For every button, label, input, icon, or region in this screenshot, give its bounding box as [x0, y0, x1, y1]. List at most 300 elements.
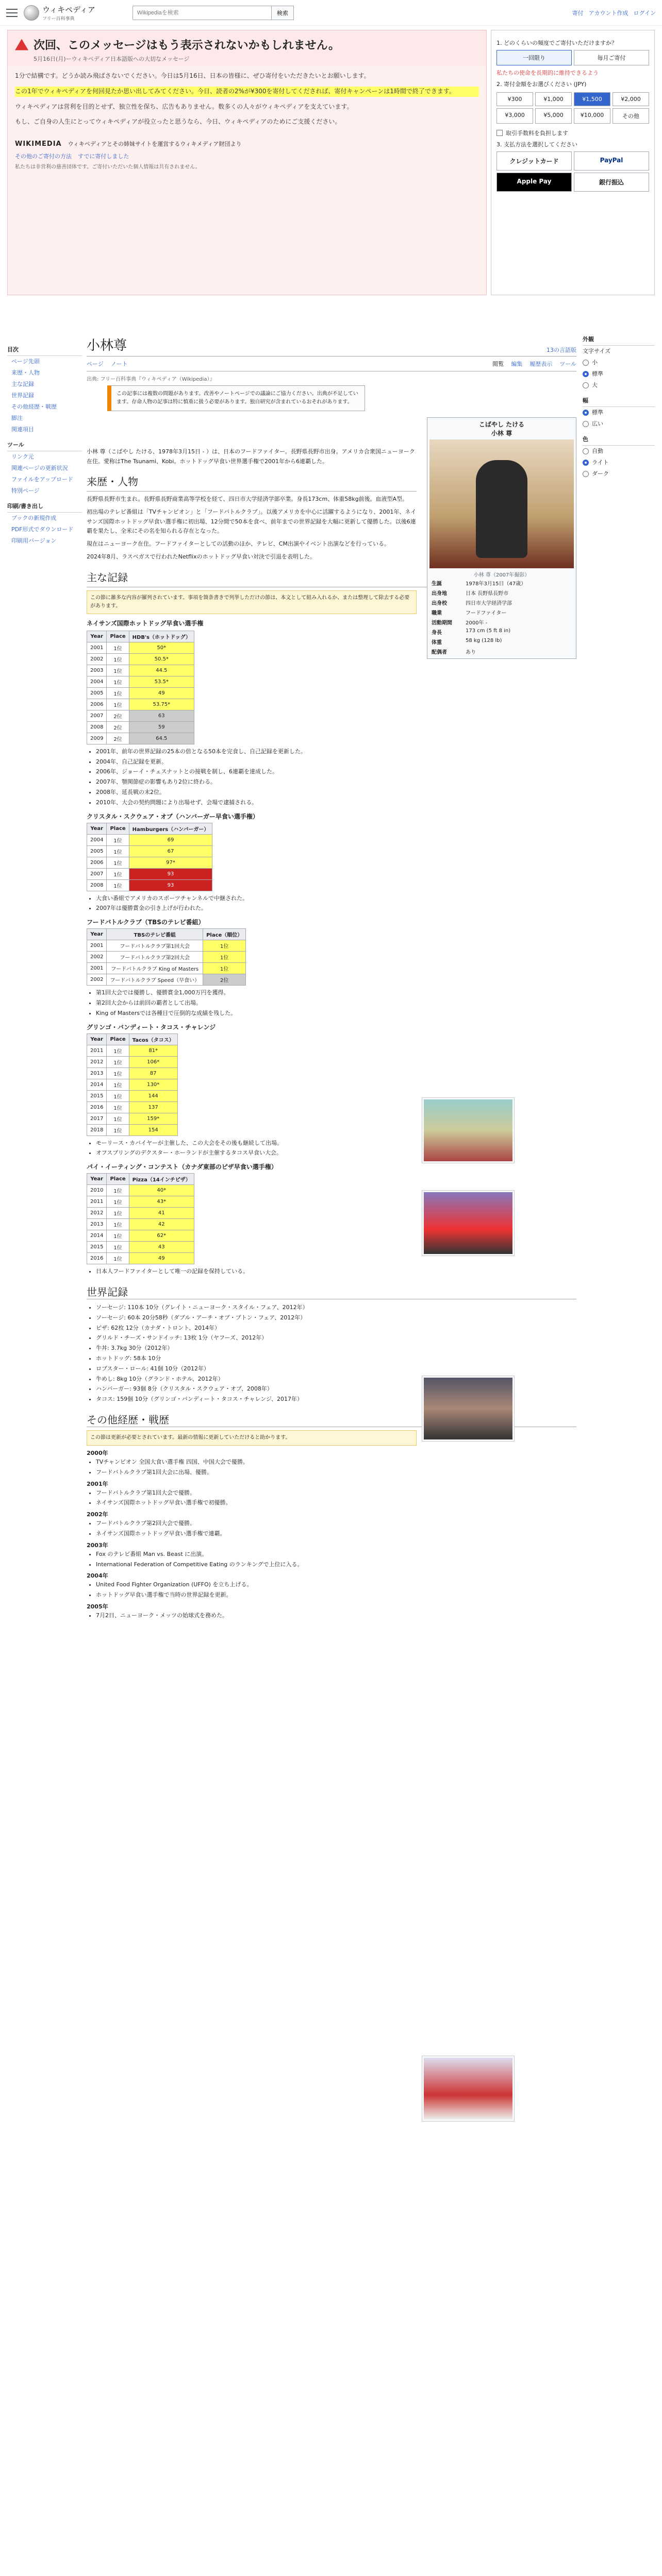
list-item: • モーリース・カバイヤーが主催した、この大会をその後も継続して出場。: [96, 1138, 576, 1148]
table-cell: 1位: [107, 879, 129, 891]
hamburger-table: [87, 823, 212, 891]
list-item: • フードバトルクラブ第1回大会に出場、優勝。: [96, 1467, 576, 1478]
section-other-heading: その他経歴・戦歴: [87, 1412, 576, 1427]
year-heading: 2003年: [87, 1541, 108, 1549]
monthly-ask: 私たちの使命を長期的に維持できるよう: [496, 70, 599, 76]
table-cell: 2位: [107, 721, 129, 733]
table-cell: 64.5: [129, 733, 194, 744]
infobox-label: 出身地: [432, 591, 447, 597]
infobox-value: 58 kg (128 lb): [466, 638, 502, 643]
table-row: [87, 845, 212, 857]
tab-history[interactable]: 履歴表示: [529, 361, 553, 367]
radio-auto[interactable]: [583, 448, 589, 454]
table-row: [87, 868, 212, 879]
table-cell: フードバトルクラブ Speed（早食い）: [107, 974, 203, 986]
col-header: TBSのテレビ番組: [107, 929, 203, 940]
table-cell: 2位: [203, 974, 246, 986]
col-header: Year: [87, 1033, 107, 1045]
width-heading: 幅: [583, 395, 655, 407]
color-heading: 色: [583, 434, 655, 446]
table-row: [87, 963, 246, 974]
list-item: • King of Mastersでは各種目で圧倒的な成績を残した。: [96, 1008, 576, 1019]
table-row: [87, 710, 194, 721]
table-cell: 44.5: [129, 665, 194, 676]
amount-option[interactable]: ¥1,500: [574, 92, 610, 106]
table-row: [87, 676, 194, 687]
table-cell: 2013: [87, 1067, 107, 1079]
year-events: [87, 1549, 576, 1570]
infobox-label: 生誕: [432, 581, 442, 587]
col-header: Year: [87, 1174, 107, 1185]
list-item: • Fox のテレビ番組 Man vs. Beast に出演。: [96, 1549, 576, 1560]
table-cell: フードバトルクラブ King of Masters: [107, 963, 203, 974]
list-item: • ソーセージ: 60本 20分58秒（ダブル・アーチ・オブ・プトン・フェア、2012年）: [96, 1313, 576, 1323]
table-cell: 2010: [87, 1185, 107, 1196]
table-cell: 1位: [107, 1113, 129, 1124]
amount-option[interactable]: ¥2,000: [613, 92, 649, 106]
list-item: • 2007年、顎関節症の影響もあり2位に終わる。: [96, 777, 576, 787]
print-item[interactable]: PDF形式でダウンロード: [11, 526, 74, 533]
already-donated-link[interactable]: すでに寄付しました: [78, 153, 129, 160]
table-cell: 1位: [203, 963, 246, 974]
table-cell: 2016: [87, 1101, 107, 1113]
infobox-value: 2000年 -: [466, 620, 488, 626]
table-cell: 1位: [107, 1056, 129, 1067]
table-cell: 41: [129, 1208, 194, 1219]
paypal-button[interactable]: PayPal: [574, 151, 649, 171]
table-cell: 1位: [203, 952, 246, 963]
list-item: • ピザ: 62枚 12分（カナダ・トロント、2014年）: [96, 1323, 576, 1333]
banner-paragraph: ウィキペディアは営利を目的とせず、独立性を保ち、広告もありません。数多くの人々がウィキペディアを支えています。: [15, 103, 353, 110]
toc-item[interactable]: ページ先頭: [11, 358, 40, 365]
table-cell: 2001: [87, 963, 107, 974]
photo-caption: 小林 尊（2007年撮影）: [473, 572, 530, 578]
table-cell: 1位: [107, 1242, 129, 1253]
maintenance-notice: この記事には複数の問題があります。改善やノートページでの議論にご協力ください。出典が不足しています。存命人物の記事は特に慎重に扱う必要があります。独自研究が含まれているおそれがあります。: [107, 385, 365, 411]
table-cell: 1位: [107, 1101, 129, 1113]
list-item: • 2007年は優勝賞金の引き上げが行われた。: [96, 903, 576, 913]
table-row: [87, 653, 194, 665]
table-cell: 1位: [107, 1067, 129, 1079]
infobox-value: 四日市大学経済学部: [466, 601, 512, 606]
banner-fine-print: 私たちは非営利の慈善団体です。ご寄付いただいた個人情報は共有されません。: [15, 164, 201, 171]
card-button[interactable]: クレジットカード: [496, 151, 572, 171]
table-cell: 1位: [107, 1219, 129, 1230]
banner-paragraph: もし、ご自身の人生にとってウィキペディアが役立ったと思うなら、今日、ウィキペディアのためにご支援ください。: [15, 118, 341, 126]
list-item: • フードバトルクラブ第1回大会で優勝。: [96, 1488, 576, 1498]
table-cell: 2007: [87, 710, 107, 721]
table-cell: 2005: [87, 845, 107, 857]
col-header: Pizza（14インチピザ）: [129, 1174, 194, 1185]
table-cell: 93: [129, 868, 212, 879]
radio-label: 広い: [592, 420, 603, 427]
photo-image: [424, 2058, 512, 2120]
list-item: • 2006年、ジョーイ・チェスナットとの接戦を制し、6連覇を達成した。: [96, 767, 576, 777]
amount-option[interactable]: ¥5,000: [535, 108, 572, 124]
sidebar-heading: ツール: [7, 439, 82, 451]
list-item: • 第2回大会からは前回の覇者として出場。: [96, 998, 576, 1008]
banner-body: [8, 66, 486, 138]
toc-item[interactable]: 脚注: [11, 415, 23, 421]
other-ways-link[interactable]: その他のご寄付の方法: [15, 153, 72, 160]
article: [87, 335, 576, 1621]
table-row: [87, 733, 194, 744]
table-cell: フードバトルクラブ第1回大会: [107, 940, 203, 952]
table-cell: 2017: [87, 1113, 107, 1124]
globe-icon: [24, 5, 39, 21]
top-header: [0, 0, 662, 26]
table-cell: 1位: [107, 1124, 129, 1136]
hotdog-notes: [87, 747, 576, 808]
toc-item[interactable]: 世界記録: [11, 392, 34, 399]
infobox-value: あり: [466, 650, 476, 655]
text-size-heading: 文字サイズ: [583, 348, 611, 354]
list-item: • ソーセージ: 110本 10分（グレイト・ニューヨーク・スタイル・フェア、2012年）: [96, 1302, 576, 1313]
wikipedia-logo[interactable]: [24, 4, 95, 22]
year-heading: 2005年: [87, 1603, 108, 1610]
frequency-question: 1. どのくらいの頻度でご寄付いただけますか？: [496, 40, 617, 46]
table-cell: 2006: [87, 699, 107, 710]
login-link[interactable]: ログイン: [633, 9, 656, 16]
table-row: [87, 1219, 194, 1230]
table-cell: 2006: [87, 857, 107, 868]
table-cell: 1位: [107, 642, 129, 653]
tool-item[interactable]: ファイルをアップロード: [11, 476, 74, 483]
photo-image: [424, 1099, 512, 1161]
fee-checkbox[interactable]: [496, 130, 503, 136]
amount-option[interactable]: ¥1,000: [535, 92, 572, 106]
year-events: [87, 1457, 576, 1478]
col-header: Place: [107, 1174, 129, 1185]
tbs-table: [87, 928, 246, 986]
bio-paragraph: 2024年8月、ラスベガスで行われたNetflixのホットドッグ早食い対決で引退を表明した。: [87, 553, 316, 560]
col-header: Place: [107, 631, 129, 642]
list-item: • ネイサンズ国際ホットドッグ早食い選手権で初優勝。: [96, 1498, 576, 1508]
table-cell: 2012: [87, 1208, 107, 1219]
list-item: • 牛丼: 3.7kg 30分（2012年）: [96, 1343, 576, 1353]
tool-item[interactable]: 特別ページ: [11, 487, 40, 494]
bio-paragraph: 初出場のテレビ番組は「TVチャンピオン」と「フードバトルクラブ」。以後アメリカを中心に活躍するようになり、2001年、ネイサンズ国際ホットドッグ早食い選手権に初出場、12分間で50本を食べ、前年までの世界記録を大幅に更新して優勝した。以後6連覇を果たし、全米にその名を知られる存在となった。: [87, 509, 417, 535]
table-cell: 2013: [87, 1219, 107, 1230]
table-cell: 2011: [87, 1045, 107, 1056]
fee-label: 取引手数料を負担します: [506, 130, 568, 137]
infobox-label: 出身校: [432, 601, 447, 606]
radio-dark[interactable]: [583, 471, 589, 477]
photo-image: [424, 1378, 512, 1439]
table-title: フードバトルクラブ（TBSのテレビ番組）: [87, 919, 205, 926]
table-cell: 2016: [87, 1253, 107, 1264]
table-cell: 1位: [107, 687, 129, 699]
amount-option[interactable]: ¥10,000: [574, 108, 610, 124]
table-cell: 2位: [107, 733, 129, 744]
table-row: [87, 721, 194, 733]
table-row: [87, 974, 246, 986]
table-row: [87, 879, 212, 891]
tacos-table: [87, 1033, 178, 1136]
table-cell: 1位: [107, 868, 129, 879]
table-row: [87, 1101, 178, 1113]
monthly-option[interactable]: 毎月ご寄付: [574, 50, 649, 65]
radio-small[interactable]: [583, 360, 589, 366]
amount-option[interactable]: ¥3,000: [496, 108, 533, 124]
list-item: • 牛めし: 8kg 10分（グランド・ホテル、2012年）: [96, 1374, 576, 1384]
contest-photo[interactable]: [422, 1190, 515, 1256]
table-cell: 50*: [129, 642, 194, 653]
list-item: • ロブスター・ロール: 41個 10分（2012年）: [96, 1364, 576, 1374]
tool-item[interactable]: 関連ページの更新状況: [11, 465, 68, 471]
pizza-table: [87, 1173, 194, 1264]
infobox-name: 小林 尊: [491, 430, 512, 437]
radio-standard[interactable]: [583, 371, 589, 377]
tbs-notes: [87, 988, 576, 1018]
portrait-photo[interactable]: [429, 439, 574, 568]
infobox-label: 体重: [432, 640, 442, 646]
infobox-value: 1978年3月15日（47歳）: [466, 581, 526, 587]
table-title: ネイサンズ国際ホットドッグ早食い選手権: [87, 619, 204, 627]
year-heading: 2001年: [87, 1480, 108, 1487]
hotdog-table: [87, 631, 194, 744]
table-cell: 2018: [87, 1124, 107, 1136]
amount-option[interactable]: その他: [613, 108, 649, 124]
table-cell: 2011: [87, 1196, 107, 1208]
career-timeline: [87, 1449, 576, 1621]
table-cell: 43*: [129, 1196, 194, 1208]
toc-item[interactable]: 主な記録: [11, 381, 34, 387]
year-events: [87, 1611, 576, 1621]
table-cell: 2004: [87, 834, 107, 845]
table-cell: 2014: [87, 1079, 107, 1090]
search-button[interactable]: 検索: [272, 6, 294, 20]
list-item: • 7月2日、ニューヨーク・メッツの始球式を務めた。: [96, 1611, 576, 1621]
col-header: Place: [107, 823, 129, 834]
table-row: [87, 1090, 178, 1101]
col-header: Tacos（タコス）: [129, 1033, 177, 1045]
table-cell: 1位: [107, 1185, 129, 1196]
donate-link[interactable]: 寄付: [572, 9, 584, 16]
year-heading: 2000年: [87, 1450, 108, 1457]
list-item: • タコス: 159個 10分（グリンゴ・バンディート・タコス・チャレンジ、2017年）: [96, 1394, 576, 1404]
tab-read[interactable]: 閲覧: [492, 361, 504, 367]
bank-transfer-button[interactable]: 銀行振込: [574, 173, 649, 192]
table-cell: 2005: [87, 687, 107, 699]
lead-paragraph: 小林 尊（こばやし たける、1978年3月15日 - ）は、日本のフードファイター。長野県長野市出身。アメリカ合衆国ニューヨーク在住。愛称はThe Tsunami、Kobi。ホットドッグ早食い世界選手権で2001年から6連覇した。: [87, 448, 415, 465]
apple-pay-button[interactable]: Apple Pay: [496, 173, 572, 192]
language-button[interactable]: 13の言語版: [547, 347, 576, 353]
col-header: HDB's（ホットドッグ）: [129, 631, 194, 642]
search-input[interactable]: [133, 6, 272, 20]
radio-label: 標準: [592, 409, 603, 416]
table-row: [87, 1124, 178, 1136]
table-cell: 1位: [107, 1230, 129, 1242]
toc-item[interactable]: その他経歴・戦歴: [11, 403, 57, 410]
table-cell: 69: [129, 834, 212, 845]
table-cell: 137: [129, 1101, 177, 1113]
table-row: [87, 1185, 194, 1196]
hotdog-photo[interactable]: [422, 1097, 515, 1163]
table-cell: 40*: [129, 1185, 194, 1196]
tab-edit[interactable]: 編集: [511, 361, 523, 367]
year-events: [87, 1580, 576, 1600]
table-cell: 63: [129, 710, 194, 721]
table-title: パイ・イーティング・コンテスト（カナダ東部のピザ早食い選手権）: [87, 1163, 277, 1171]
tab-tools[interactable]: ツール: [559, 361, 576, 367]
bio-paragraph: 現在はニューヨーク在住。フードファイターとしての活動のほか、テレビ、CM出演やイベント出演などを行っている。: [87, 540, 390, 548]
table-cell: 2004: [87, 676, 107, 687]
logo-subtitle: フリー百科事典: [42, 16, 75, 22]
table-cell: 62*: [129, 1230, 194, 1242]
table-cell: 1位: [107, 857, 129, 868]
infobox-value: フードファイター: [466, 611, 507, 616]
list-item: • United Food Fighter Organization (UFFO) を立ち上げる。: [96, 1580, 576, 1590]
table-cell: 2012: [87, 1056, 107, 1067]
list-item: • ホットドッグ早食い選手権で当時の世界記録を更新。: [96, 1590, 576, 1600]
radio-label: 大: [592, 382, 598, 388]
table-cell: 1位: [107, 1196, 129, 1208]
eating-photo[interactable]: [422, 2056, 515, 2122]
table-row: [87, 642, 194, 653]
infobox-label: 身長: [432, 630, 442, 636]
radio-width-standard[interactable]: [583, 410, 589, 416]
amount-question: 2. 寄付金額をお選びください (JPY): [496, 81, 587, 88]
table-cell: 1位: [107, 845, 129, 857]
table-cell: 2位: [107, 710, 129, 721]
table-row: [87, 1230, 194, 1242]
table-row: [87, 1056, 178, 1067]
table-cell: 59: [129, 721, 194, 733]
list-item: • ホットドッグ: 58本 10分: [96, 1353, 576, 1364]
table-row: [87, 940, 246, 952]
table-cell: 97*: [129, 857, 212, 868]
appearance-panel: [583, 330, 655, 480]
table-cell: 2003: [87, 665, 107, 676]
infobox-kana: こばやし たける: [478, 421, 525, 428]
article-source: 出典: フリー百科事典『ウィキペディア（Wikipedia）』: [87, 377, 215, 382]
appearance-heading: 外観: [583, 334, 655, 346]
wikimedia-logo: WIKIMEDIA: [15, 140, 62, 148]
table-cell: 154: [129, 1124, 177, 1136]
section-records-heading: 主な記録: [87, 569, 566, 587]
table-cell: 49: [129, 1253, 194, 1264]
infobox-value: 173 cm (5 ft 8 in): [466, 628, 511, 634]
logo-title: ウィキペディア: [42, 5, 95, 14]
table-cell: 106*: [129, 1056, 177, 1067]
radio-large[interactable]: [583, 382, 589, 388]
table-row: [87, 1196, 194, 1208]
year-heading: 2002年: [87, 1511, 108, 1518]
tool-item[interactable]: リンク元: [11, 453, 34, 460]
table-cell: 53.75*: [129, 699, 194, 710]
radio-label: 自動: [592, 448, 603, 454]
table-row: [87, 1242, 194, 1253]
toc-item[interactable]: 関連項目: [11, 426, 34, 433]
table-cell: 1位: [107, 1253, 129, 1264]
radio-light[interactable]: [583, 460, 589, 466]
table-cell: 2008: [87, 879, 107, 891]
banner-footer-text: ウィキペディアとその姉妹サイトを運営するウィキメディア財団より: [68, 141, 242, 148]
table-cell: 2007: [87, 868, 107, 879]
col-header: Place（順位）: [203, 929, 246, 940]
col-header: Year: [87, 823, 107, 834]
radio-label: 小: [592, 359, 598, 366]
menu-icon[interactable]: [6, 9, 18, 17]
donation-form: [491, 30, 655, 295]
search-bar: [133, 6, 294, 20]
table-row: [87, 1113, 178, 1124]
table-cell: 53.5*: [129, 676, 194, 687]
fundraising-banner: [7, 30, 487, 295]
table-cell: 2001: [87, 940, 107, 952]
radio-label: 標準: [592, 370, 603, 377]
table-cell: 93: [129, 879, 212, 891]
section-bio-heading: 来歴・人物: [87, 473, 417, 492]
year-events: [87, 1518, 576, 1539]
radio-width-wide[interactable]: [583, 421, 589, 427]
table-title: クリスタル・スクウェア・オブ（ハンバーガー早食い選手権）: [87, 812, 259, 820]
col-header: Year: [87, 929, 107, 940]
bio-paragraph: 長野県長野市生まれ。長野県長野商業高等学校を経て、四日市大学経済学部卒業。身長173cm、体重58kg前後。血液型A型。: [87, 496, 408, 503]
table-row: [87, 665, 194, 676]
list-item: • 2008年、延長戦の末2位。: [96, 787, 576, 798]
table-cell: 43: [129, 1242, 194, 1253]
tab-talk[interactable]: ノート: [110, 361, 128, 367]
radio-label: ライト: [592, 459, 609, 466]
sidebar: [7, 340, 82, 547]
sidebar-heading: 目次: [7, 344, 82, 356]
year-events: [87, 1488, 576, 1509]
list-item: • 大食い番組でアメリカのスポーツチャンネルで中継された。: [96, 893, 576, 904]
print-item[interactable]: 印刷用バージョン: [11, 537, 57, 544]
create-account-link[interactable]: アカウント作成: [588, 9, 628, 16]
table-cell: 1位: [107, 1045, 129, 1056]
amount-option[interactable]: ¥300: [496, 92, 533, 106]
table-cell: 49: [129, 687, 194, 699]
table-row: [87, 952, 246, 963]
table-cell: 2009: [87, 733, 107, 744]
infobox-label: 配偶者: [432, 650, 447, 655]
col-header: Year: [87, 631, 107, 642]
list-item: • 2010年、大会の契約問題により出場せず、会場で逮捕される。: [96, 798, 576, 808]
print-item[interactable]: ブックの新規作成: [11, 515, 57, 521]
section-notice: この節に雑多な内容が羅列されています。事項を箇条書きで列挙しただけの節は、本文として組み入れるか、または整理して除去する必要があります。: [87, 590, 417, 614]
table-cell: 159*: [129, 1113, 177, 1124]
list-item: • TVチャンピオン 全国大食い選手権 四国、中国大会で優勝。: [96, 1457, 576, 1467]
table-cell: 1位: [107, 676, 129, 687]
table-row: [87, 1079, 178, 1090]
infobox: [427, 417, 576, 659]
toc-item[interactable]: 来歴・人物: [11, 369, 40, 376]
table-cell: 2001: [87, 642, 107, 653]
table-cell: 2002: [87, 974, 107, 986]
table-cell: 67: [129, 845, 212, 857]
crowd-photo[interactable]: [422, 1376, 515, 1442]
table-cell: 2015: [87, 1090, 107, 1101]
table-cell: 130*: [129, 1079, 177, 1090]
photo-image: [424, 1192, 512, 1254]
one-time-option[interactable]: 一回限り: [496, 50, 572, 65]
table-row: [87, 1045, 178, 1056]
list-item: • International Federation of Competitive Eating のランキングで上位に入る。: [96, 1560, 576, 1570]
list-item: • フードバトルクラブ第2回大会で優勝。: [96, 1518, 576, 1529]
table-cell: 50.5*: [129, 653, 194, 665]
pizza-note: • 日本人フードファイターとして唯一の記録を保持している。: [96, 1266, 576, 1277]
table-cell: 1位: [107, 699, 129, 710]
tab-page[interactable]: ページ: [87, 361, 104, 367]
table-cell: フードバトルクラブ第2回大会: [107, 952, 203, 963]
table-cell: 1位: [107, 834, 129, 845]
infobox-label: 活動期間: [432, 620, 452, 626]
banner-paragraph: この1年でウィキペディアを何回見たか思い出してみてください。今日、読者の2%が¥300を寄付してくだされば、寄付キャンペーンは1時間で終了できます。: [15, 87, 479, 97]
section-notice: この節は更新が必要とされています。最新の情報に更新していただけると助かります。: [87, 1430, 417, 1446]
